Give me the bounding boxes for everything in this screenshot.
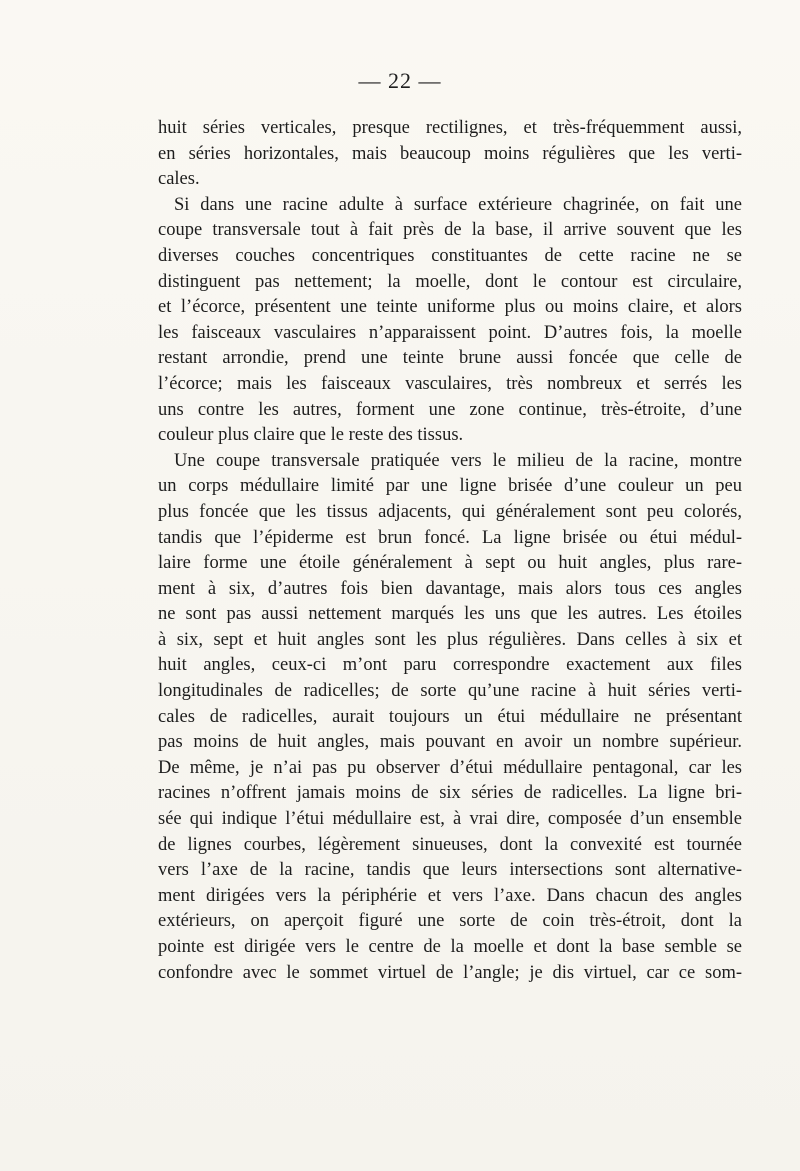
text-line: et l’écorce, présentent une teinte uniforme plus ou moins claire, et alors	[158, 297, 742, 318]
text-line: laire forme une étoile généralement à sept ou huit angles, plus rare-	[158, 553, 742, 574]
text-line: cales de radicelles, aurait toujours un étui médullaire ne présentant	[158, 706, 742, 727]
text-line: huit séries verticales, presque rectilignes, et très-fréquemment aussi,	[158, 118, 742, 138]
text-line: distinguent pas nettement; la moelle, dont le contour est circulaire,	[158, 271, 742, 292]
text-line: sée qui indique l’étui médullaire est, à vrai dire, composée d’un ensemble	[158, 809, 742, 830]
text-line: à six, sept et huit angles sont les plus régulières. Dans celles à six et	[158, 629, 742, 650]
text-line: huit angles, ceux-ci m’ont paru correspondre exactement aux files	[158, 655, 742, 676]
text-line: un corps médullaire limité par une ligne brisée d’une couleur un peu	[158, 476, 742, 497]
paragraph-start-line: Si dans une racine adulte à surface extérieure chagrinée, on fait une	[174, 194, 742, 215]
text-line: ment dirigées vers la périphérie et vers l’axe. Dans chacun des angles	[158, 885, 742, 906]
text-line: les faisceaux vasculaires n’apparaissent point. D’autres fois, la moelle	[158, 322, 742, 343]
text-line: coupe transversale tout à fait près de la base, il arrive souvent que les	[158, 220, 742, 241]
text-line: ment à six, d’autres fois bien davantage, mais alors tous ces angles	[158, 578, 742, 599]
text-line: en séries horizontales, mais beaucoup moins régulières que les verti-	[158, 143, 742, 164]
text-line: vers l’axe de la racine, tandis que leurs intersections sont alternative-	[158, 860, 742, 881]
text-line: pointe est dirigée vers le centre de la moelle et dont la base semble se	[158, 937, 742, 957]
text-line: ne sont pas aussi nettement marqués les uns que les autres. Les étoiles	[158, 604, 742, 625]
text-line: cales.	[158, 169, 200, 190]
text-line: confondre avec le sommet virtuel de l’angle; je dis virtuel, car ce som-	[158, 962, 742, 983]
paragraph-start-line: Une coupe transversale pratiquée vers le milieu de la racine, montre	[174, 450, 742, 471]
text-line: pas moins de huit angles, mais pouvant en avoir un nombre supérieur.	[158, 732, 742, 753]
body-text	[158, 116, 742, 986]
text-line: plus foncée que les tissus adjacents, qui généralement sont peu colorés,	[158, 501, 742, 522]
text-line: uns contre les autres, forment une zone continue, très-étroite, d’une	[158, 399, 742, 420]
text-line: l’écorce; mais les faisceaux vasculaires, très nombreux et serrés les	[158, 373, 742, 394]
text-line: longitudinales de radicelles; de sorte qu’une racine à huit séries verti-	[158, 681, 742, 702]
text-line: De même, je n’ai pas pu observer d’étui médullaire pentagonal, car les	[158, 757, 742, 778]
text-line: diverses couches concentriques constituantes de cette racine ne se	[158, 245, 742, 266]
text-line: restant arrondie, prend une teinte brune aussi foncée que celle de	[158, 348, 742, 369]
page-number: — 22 —	[358, 68, 442, 93]
text-line: extérieurs, on aperçoit figuré une sorte de coin très-étroit, dont la	[158, 911, 742, 932]
text-line: tandis que l’épiderme est brun foncé. La ligne brisée ou étui médul-	[158, 527, 742, 548]
text-line: de lignes courbes, légèrement sinueuses, dont la convexité est tournée	[158, 834, 742, 855]
text-line: couleur plus claire que le reste des tissus.	[158, 425, 464, 446]
text-line: racines n’offrent jamais moins de six séries de radicelles. La ligne bri-	[158, 783, 742, 804]
